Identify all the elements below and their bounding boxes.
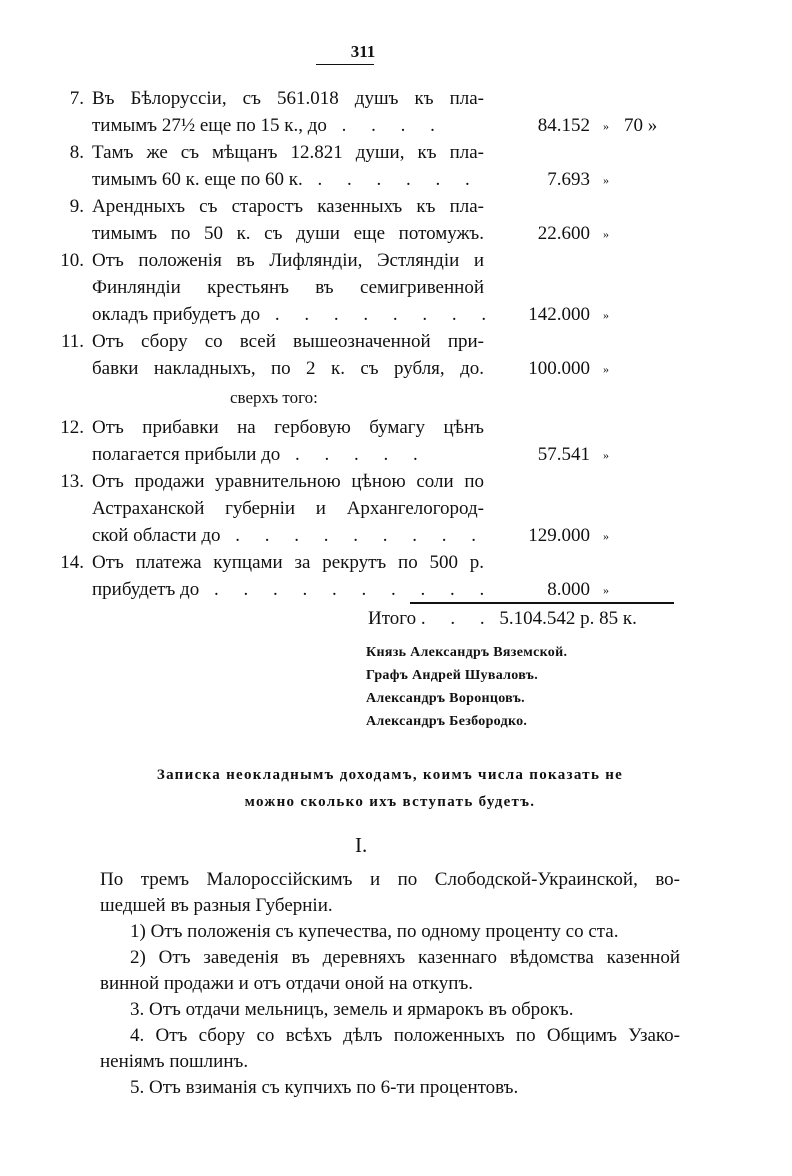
page-number: 311: [350, 42, 376, 61]
ditto-mark: »: [603, 173, 609, 187]
item-kopecks: 70 »: [624, 115, 658, 136]
total-rule: [410, 602, 674, 604]
total-amount: 5.104.542: [499, 608, 576, 629]
item-text-line: полагается прибыли до . . . . .: [92, 444, 428, 465]
item-amount: 22.600: [537, 223, 590, 244]
page-number-rule: [316, 64, 374, 65]
item-text-line: бавки накладныхъ, по 2 к. съ рубля, до.: [92, 358, 484, 379]
ditto-mark: »: [603, 308, 609, 322]
item-text-line: Отъ прибавки на гербовую бумагу цѣнъ: [92, 417, 484, 438]
item-number: 10.: [60, 250, 84, 271]
item-number: 7.: [69, 88, 84, 109]
item-number: 11.: [60, 331, 84, 352]
item-amount: 57.541: [537, 444, 590, 465]
item-text-line: Тамъ же съ мѣщанъ 12.821 души, къ пла-: [92, 142, 484, 163]
item-amount: 100.000: [528, 358, 590, 379]
item-text-line: тимымъ 27½ еще по 15 к., до . . . .: [92, 115, 445, 136]
paragraph-line: шедшей въ разныя Губерніи.: [100, 895, 333, 916]
subheading: сверхъ того:: [230, 388, 318, 407]
signature-line: Князь Александръ Вяземской.: [366, 645, 568, 660]
note-heading-line: Записка неокладнымъ доходамъ, коимъ числа показать не: [156, 767, 624, 783]
total-label: Итого: [368, 608, 417, 629]
ditto-mark: »: [603, 119, 609, 133]
item-amount: 129.000: [528, 525, 590, 546]
item-text-line: Въ Бѣлоруссіи, съ 561.018 душъ къ пла-: [92, 88, 484, 109]
item-number: 8.: [69, 142, 84, 163]
item-text-line: Отъ продажи уравнительною цѣною соли по: [92, 471, 484, 492]
signature-line: Графъ Андрей Шуваловъ.: [366, 668, 539, 683]
item-amount: 7.693: [547, 169, 590, 190]
ditto-mark: »: [603, 529, 609, 543]
item-number: 12.: [60, 417, 84, 438]
item-text-line: Отъ положенія въ Лифляндіи, Эстляндіи и: [92, 250, 484, 271]
item-text-line: тимымъ 60 к. еще по 60 к. . . . . . .: [92, 169, 480, 190]
item-text-line: ской области до . . . . . . . . .: [92, 525, 487, 546]
paragraph-line: винной продажи и отъ отдачи оной на откупъ.: [100, 973, 474, 994]
total-rub: р.: [580, 608, 595, 629]
paragraph-line: 3. Отъ отдачи мельницъ, земель и ярмарокъ въ оброкъ.: [130, 999, 574, 1020]
ditto-mark: »: [603, 583, 609, 597]
item-number: 14.: [60, 552, 84, 573]
paragraph-line: 1) Отъ положенія съ купечества, по одному проценту со ста.: [130, 921, 619, 942]
item-amount: 84.152: [537, 115, 590, 136]
signature-line: Александръ Безбородко.: [366, 714, 528, 729]
item-text-line: Отъ сбору со всей вышеозначенной при-: [92, 331, 484, 352]
item-number: 13.: [60, 471, 84, 492]
ditto-mark: »: [603, 448, 609, 462]
item-text-line: окладъ прибудетъ до . . . . . . . .: [92, 304, 497, 325]
section-number: I.: [355, 833, 368, 857]
item-number: 9.: [69, 196, 84, 217]
ditto-mark: »: [603, 362, 609, 376]
signature-line: Александръ Воронцовъ.: [366, 691, 525, 706]
paragraph-line: неніямъ пошлинъ.: [100, 1051, 249, 1072]
item-amount: 142.000: [528, 304, 590, 325]
paragraph-line: 2) Отъ заведенія въ деревняхъ казеннаго вѣдомства казенной: [130, 947, 680, 968]
paragraph-line: 4. Отъ сбору со всѣхъ дѣлъ положенныхъ по Общимъ Узако-: [130, 1025, 680, 1046]
note-heading-line: можно сколько ихъ вступать будетъ.: [244, 794, 536, 810]
item-text-line: прибудетъ до . . . . . . . . . .: [92, 579, 495, 600]
item-text-line: Астраханской губерніи и Архангелогород-: [92, 498, 484, 519]
item-amount: 8.000: [547, 579, 590, 600]
ditto-mark: »: [603, 227, 609, 241]
item-text-line: Арендныхъ съ старостъ казенныхъ къ пла-: [92, 196, 484, 217]
item-text-line: Отъ платежа купцами за рекрутъ по 500 р.: [92, 552, 484, 573]
item-text-line: тимымъ по 50 к. съ души еще потомужъ.: [92, 223, 484, 244]
paragraph-line: 5. Отъ взиманія съ купчихъ по 6-ти процентовъ.: [130, 1077, 519, 1098]
paragraph-line: По тремъ Малороссійскимъ и по Слободской-Украинской, во-: [100, 869, 680, 890]
total-line: Итого . . . 5.104.542 р. 85 к.: [368, 608, 637, 629]
total-kop: 85 к.: [599, 608, 637, 629]
item-text-line: Финляндіи крестьянъ въ семигривенной: [92, 277, 484, 298]
